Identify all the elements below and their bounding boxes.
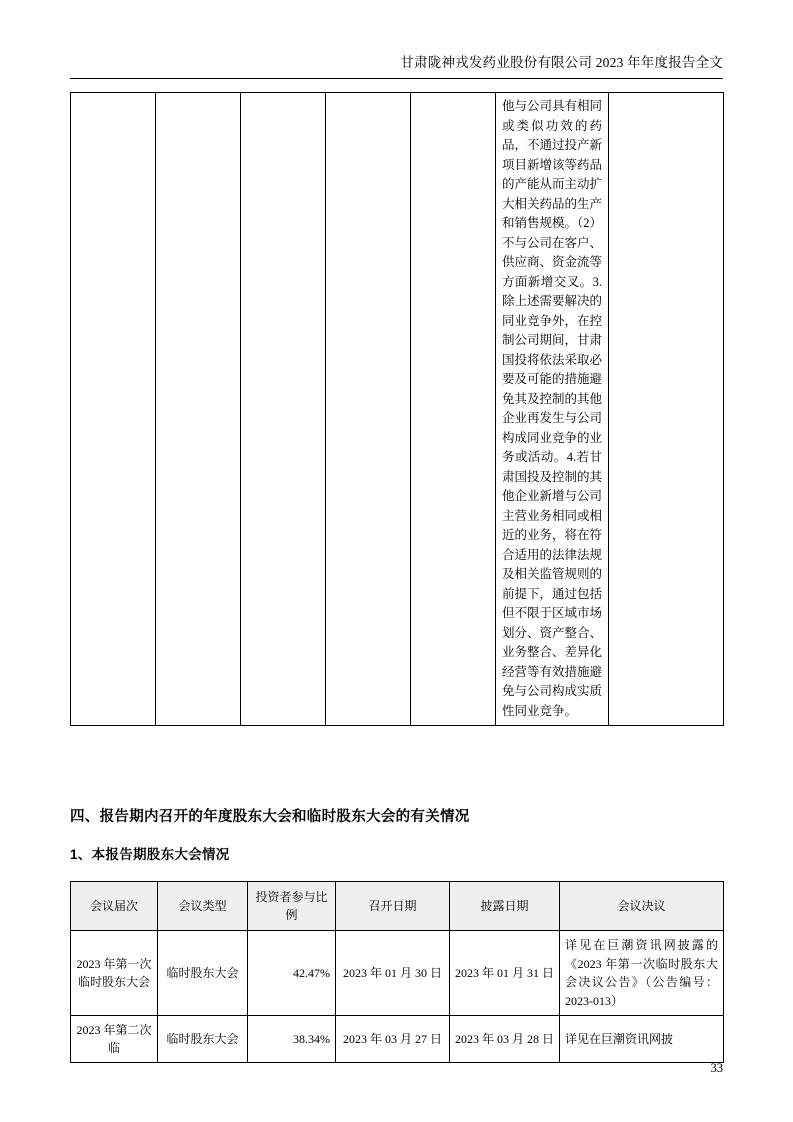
table-row [71, 1016, 724, 1063]
page-header: 甘肃陇神戎发药业股份有限公司 2023 年年度报告全文 [400, 55, 723, 70]
cell-blank-1 [71, 93, 156, 726]
cell-disclose-date: 2023 年 01 月 31 日 [450, 931, 560, 1016]
cell-resolution: 详见在巨潮资讯网披 [560, 1016, 724, 1063]
cell-blank-4 [326, 93, 411, 726]
cell-blank-2 [156, 93, 241, 726]
continued-commitment-table [70, 92, 724, 726]
cell-session: 2023 年第二次临 [71, 1016, 158, 1063]
table-row [71, 93, 724, 726]
cell-session: 2023 年第一次临时股东大会 [71, 931, 158, 1016]
cell-hold-date: 2023 年 01 月 30 日 [336, 931, 450, 1016]
cell-disclose-date: 2023 年 03 月 28 日 [450, 1016, 560, 1063]
cell-ratio: 38.34% [248, 1016, 336, 1063]
shareholder-meetings-table [70, 881, 724, 1063]
cell-commitment-content [496, 93, 609, 726]
column-header-resolution: 会议决议 [560, 882, 724, 931]
commitment-text: 他与公司具有相同或类似功效的药品，不通过投产新项目新增该等药品的产能从而主动扩大相关药品的生产和销售规模。（2）不与公司在客户、供应商、资金流等方面新增交叉。3.除上述需要解决的同业竞争外，在控制公司期间，甘肃国投将依法采取必要及可能的措施避免其及控制的其他企业再发生与公司构成同业竞争的业务或活动。4.若甘肃国投及控制的其他企业新增与公司主营业务相同或相近的业务，将在符合适用的法律法规及相关监管规则的前提下，通过包括但不限于区域市场划分、资产整合、业务整合、差异化经营等有效措施避免与公司构成实质性同业竞争。 [502, 99, 603, 718]
cell-type: 临时股东大会 [158, 1016, 248, 1063]
cell-blank-7 [609, 93, 724, 726]
table-row [71, 931, 724, 1016]
cell-type: 临时股东大会 [158, 931, 248, 1016]
cell-blank-5 [411, 93, 496, 726]
table-header-row [71, 882, 724, 931]
page-number: 33 [710, 1061, 723, 1075]
cell-blank-3 [241, 93, 326, 726]
column-header-type: 会议类型 [158, 882, 248, 931]
cell-ratio: 42.47% [248, 931, 336, 1016]
page-title: 四、报告期内召开的年度股东大会和临时股东大会的有关情况 [70, 809, 470, 825]
column-header-disclose-date: 披露日期 [450, 882, 560, 931]
header-divider [70, 78, 723, 79]
cell-resolution: 详见在巨潮资讯网披露的《2023 年第一次临时股东大会决议公告》（公告编号：2023-013） [560, 931, 724, 1016]
subsection-title: 1、本报告期股东大会情况 [70, 847, 230, 862]
cell-hold-date: 2023 年 03 月 27 日 [336, 1016, 450, 1063]
column-header-session: 会议届次 [71, 882, 158, 931]
column-header-hold-date: 召开日期 [336, 882, 450, 931]
column-header-ratio: 投资者参与比例 [248, 882, 336, 931]
